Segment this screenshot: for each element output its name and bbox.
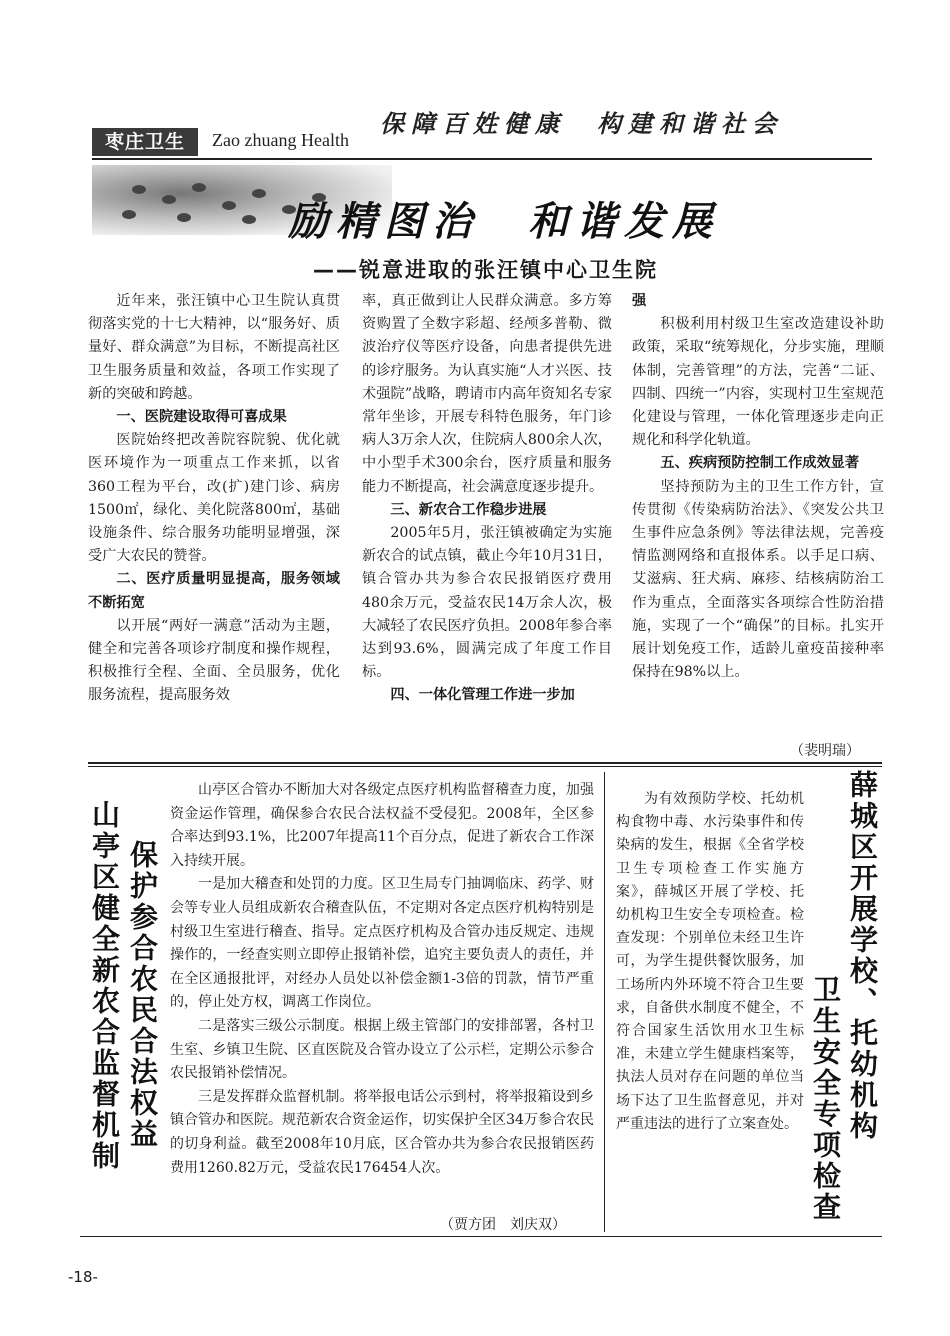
- paragraph: 率，真正做到让人民群众满意。多方筹资购置了全数字彩超、经颅多普勒、微波治疗仪等医疗设备，向患者提供先进的诊疗服务。为认真实施“人才兴医、技术强院”战略，聘请市内高年资知名专家常年坐诊，开展专科特色服务，年门诊病人3万余人次，住院病人800余人次，中小型手术300余台，医疗质量和服务能力不断提高，社会满意度逐步提升。: [362, 293, 612, 495]
- article3-title: 薛城区开展学校、托幼机构: [846, 770, 879, 1142]
- section-divider-thin: [88, 766, 882, 767]
- footer-rule: [80, 1236, 882, 1237]
- article1-title: 励精图治 和谐发展: [288, 198, 720, 245]
- article1-author: （裴明瑞）: [790, 743, 860, 759]
- page-number: -18-: [68, 1268, 98, 1286]
- paragraph: 以开展“两好一满意”活动为主题，健全和完善各项诊疗制度和操作规程，积极推行全程、全面、全员服务，优化服务流程，提高服务效: [88, 617, 340, 704]
- paragraph: 积极利用村级卫生室改造建设补助政策，采取“统筹规化，分步实施，理顺体制，完善管理”的方法，完善“二证、四制、四统一”内容，实现村卫生室规范化建设与管理，一体化管理逐步走向正规化和科学化轨道。: [632, 316, 884, 449]
- paragraph: 为有效预防学校、托幼机构食物中毒、水污染事件和传染病的发生，根据《全省学校卫生专项检查工作实施方案》，薛城区开展了学校、托幼机构卫生安全专项检查。检查发现：个别单位未经卫生许可，为学生提供餐饮服务，加工场所内外环境不符合卫生要求，自备供水制度不健全，不符合国家生活饮用水卫生标准，未建立学生健康档案等，执法人员对存在问题的单位当场下达了卫生监督意见，并对严重违法的进行了立案查处。: [616, 791, 804, 1132]
- paragraph: 山亭区合管办不断加大对各级定点医疗机构监督稽查力度，加强资金运作管理，确保参合农民合法权益不受侵犯。2008年，全区参合率达到93.1%，比2007年提高11个百分点，促进了新农合工作深入持续开展。: [170, 782, 594, 869]
- paragraph: 2005年5月，张汪镇被确定为实施新农合的试点镇，截止今年10月31日，镇合管办共为参合农民报销医疗费用480余万元，受益农民14万余人次，极大减轻了农民医疗负担。2008年参合率达到93.6%，圆满完成了年度工作目标。: [362, 525, 612, 681]
- magazine-logo: 枣庄卫生: [92, 128, 198, 156]
- section-heading: 二、医疗质量明显提高，服务领域不断拓宽: [88, 571, 340, 611]
- section-heading: 一、医院建设取得可喜成果: [116, 409, 287, 426]
- section-heading: 四、一体化管理工作进一步加: [390, 687, 575, 704]
- article1-column-2: [362, 290, 612, 708]
- paragraph: 近年来，张汪镇中心卫生院认真贯彻落实党的十七大精神，以“服务好、质量好、群众满意”为目标，不断提高社区卫生服务质量和效益，各项工作实现了新的突破和跨越。: [88, 293, 340, 402]
- article2-subtitle: 保护参合农民合法权益: [126, 840, 159, 1150]
- article3-body: [616, 788, 804, 1136]
- header-rule: [92, 158, 872, 160]
- magazine-logo-english: Zao zhuang Health: [212, 130, 349, 150]
- article3-subtitle: 卫生安全专项检查: [809, 975, 842, 1223]
- section-heading: 强: [632, 293, 647, 309]
- article2-author: （贾方团 刘庆双）: [440, 1217, 566, 1233]
- paragraph: 一是加大稽查和处罚的力度。区卫生局专门抽调临床、药学、财会等专业人员组成新农合稽查队伍，不定期对各定点医疗机构特别是村级卫生室进行稽查、指导。定点医疗机构及合管办违反规定、违规操作的，一经查实则立即停止报销补偿，追究主要负责人的责任，并在全区通报批评，对经办人员处以补偿金额1-3倍的罚款，情节严重的，停止处方权，调离工作岗位。: [170, 876, 594, 1011]
- paragraph: 三是发挥群众监督机制。将举报电话公示到村，将举报箱设到乡镇合管办和医院。规范新农合资金运作，切实保护全区34万参合农民的切身利益。截至2008年10月底，区合管办共为参合农民报销医药费用1260.82万元，受益农民176454人次。: [170, 1088, 594, 1176]
- section-heading: 五、疾病预防控制工作成效显著: [660, 455, 860, 472]
- paragraph: 医院始终把改善院容院貌、优化就医环境作为一项重点工作来抓，以省360工程为平台，改(扩)建门诊、病房1500㎡，绿化、美化院落800㎡，基础设施条件、综合服务功能明显增强，深受广大农民的赞誉。: [88, 432, 340, 565]
- article2-title: 山亭区健全新农合监督机制: [88, 800, 121, 1172]
- article1-subtitle: ——锐意进取的张汪镇中心卫生院: [313, 258, 658, 282]
- paragraph: 坚持预防为主的卫生工作方针，宣传贯彻《传染病防治法》、《突发公共卫生事件应急条例》等法律法规，完善疫情监测网络和直报体系。以手足口病、艾滋病、狂犬病、麻疹、结核病防治工作为重点，全面落实各项综合性防治措施，实现了一个“确保”的目标。扎实开展计划免疫工作，适龄儿童疫苗接种率保持在98%以上。: [632, 478, 884, 681]
- header-slogan: 保障百姓健康 构建和谐社会: [380, 109, 783, 138]
- section-heading: 三、新农合工作稳步进展: [390, 501, 547, 518]
- paragraph: 二是落实三级公示制度。根据上级主管部门的安排部署，各村卫生室、乡镇卫生院、区直医院及合管办设立了公示栏，定期公示参合农民报销补偿情况。: [170, 1017, 594, 1082]
- article1-column-3: [632, 290, 884, 684]
- column-divider: [604, 772, 605, 1232]
- article1-column-1: [88, 290, 340, 708]
- article2-body: [170, 779, 594, 1180]
- section-divider: [88, 762, 882, 764]
